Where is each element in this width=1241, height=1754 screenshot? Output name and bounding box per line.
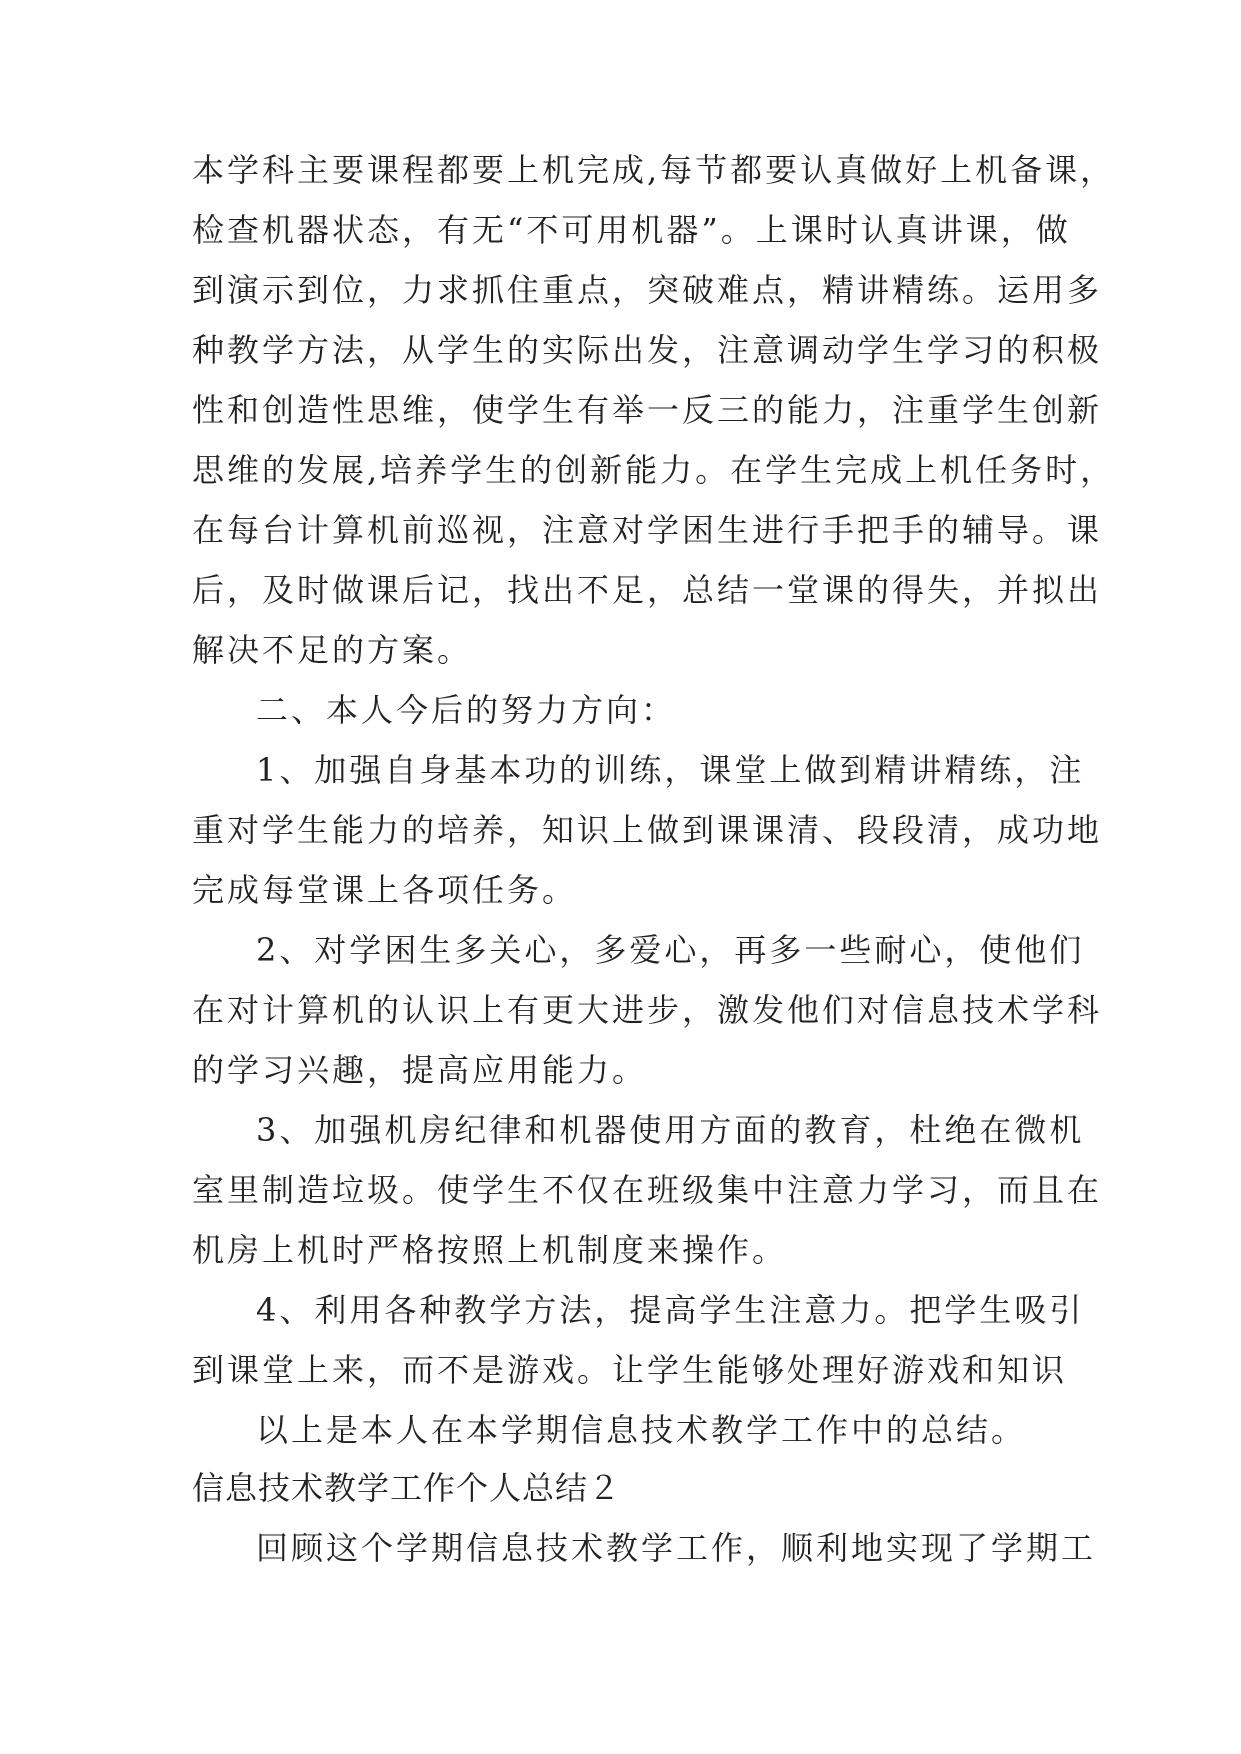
paragraph-line: 重对学生能力的培养，知识上做到课课清、段段清，成功地: [192, 811, 1103, 849]
paragraph-line: 机房上机时严格按照上机制度来操作。: [192, 1231, 788, 1269]
section-heading: 二、本人今后的努力方向：: [256, 691, 677, 729]
list-item-2: 2、对学困生多关心，多爱心，再多一些耐心，使他们: [256, 931, 1085, 969]
summary-line: 以上是本人在本学期信息技术教学工作中的总结。: [256, 1411, 1027, 1449]
paragraph-line: 检查机器状态，有无“不可用机器”。上课时认真讲课，做: [192, 211, 1071, 249]
section-title: 信息技术教学工作个人总结２: [192, 1469, 622, 1507]
list-item-4: 4、利用各种教学方法，提高学生注意力。把学生吸引: [256, 1291, 1085, 1329]
list-item-1: 1、加强自身基本功的训练，课堂上做到精讲精练，注: [256, 751, 1085, 789]
paragraph-line: 种教学方法，从学生的实际出发，注意调动学生学习的积极: [192, 331, 1103, 369]
paragraph-line: 思维的发展,培养学生的创新能力。在学生完成上机任务时，: [192, 451, 1116, 489]
paragraph-line: 回顾这个学期信息技术教学工作，顺利地实现了学期工: [256, 1529, 1097, 1567]
paragraph-line: 解决不足的方案。: [192, 631, 473, 669]
paragraph-line: 的学习兴趣，提高应用能力。: [192, 1051, 648, 1089]
paragraph-line: 室里制造垃圾。使学生不仅在班级集中注意力学习，而且在: [192, 1171, 1103, 1209]
paragraph-line: 到课堂上来，而不是游戏。让学生能够处理好游戏和知识: [192, 1351, 1068, 1389]
paragraph-line: 后，及时做课后记，找出不足，总结一堂课的得失，并拟出: [192, 571, 1103, 609]
paragraph-line: 本学科主要课程都要上机完成,每节都要认真做好上机备课，: [192, 151, 1116, 189]
paragraph-line: 在对计算机的认识上有更大进步，激发他们对信息技术学科: [192, 991, 1103, 1029]
list-item-3: 3、加强机房纪律和机器使用方面的教育，杜绝在微机: [256, 1111, 1085, 1149]
paragraph-line: 在每台计算机前巡视，注意对学困生进行手把手的辅导。课: [192, 511, 1103, 549]
paragraph-line: 性和创造性思维，使学生有举一反三的能力，注重学生创新: [192, 391, 1103, 429]
paragraph-line: 完成每堂课上各项任务。: [192, 871, 578, 909]
paragraph-line: 到演示到位，力求抓住重点，突破难点，精讲精练。运用多: [192, 271, 1103, 309]
